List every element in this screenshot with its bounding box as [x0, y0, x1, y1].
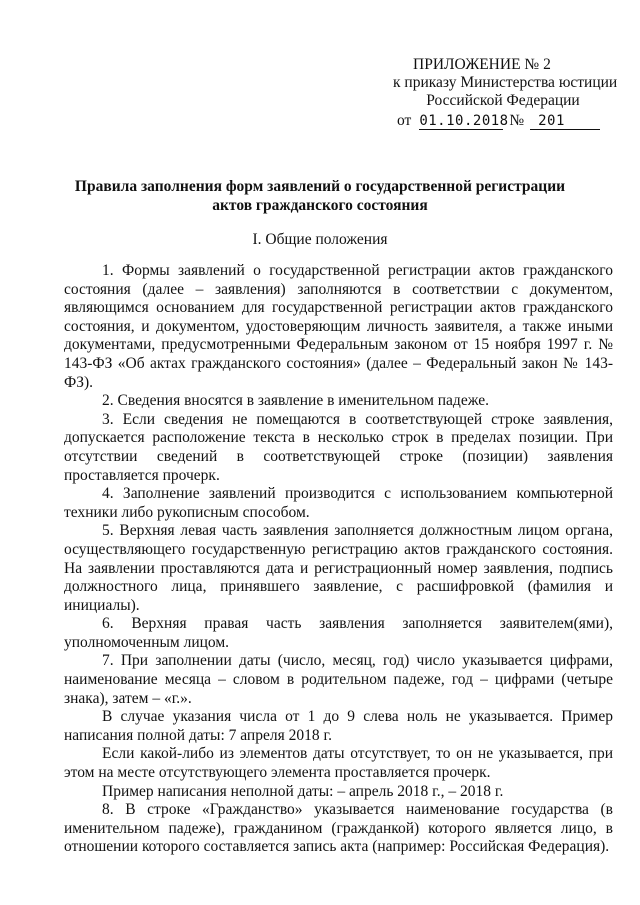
- appendix-title: ПРИЛОЖЕНИЕ № 2: [413, 56, 551, 73]
- document-title-line2: актов гражданского состояния: [212, 197, 428, 214]
- order-number-sign: №: [509, 112, 525, 129]
- paragraph-7-note-2: Если какой-либо из элементов даты отсутствует, то он не указывается, при этом на месте отсутствующего элемента проставляется прочерк.: [64, 745, 613, 782]
- paragraph-2: 2. Сведения вносятся в заявление в именительном падеже.: [102, 392, 489, 410]
- document-title-line1: Правила заполнения форм заявлений о государственной регистрации: [74, 178, 566, 195]
- paragraph-3: 3. Если сведения не помещаются в соответствующей строке заявления, допускается расположение текста в несколько строк в пределах позиции. При отсутствии сведений в соответствующей строке (позиции) заявления проставляется прочерк.: [64, 410, 613, 484]
- document-title: [60, 177, 580, 215]
- order-number: 201: [530, 114, 600, 130]
- paragraph-7-note-1: В случае указания числа от 1 до 9 слева ноль не указывается. Пример написания полной даты: 7 апреля 2018 г.: [64, 708, 613, 744]
- paragraph-8: 8. В строке «Гражданство» указывается наименование государства (в именительном падеже), гражданином (гражданкой) которого является лицо, в отношении которого составляется запись акта (например: Российская Федерация).: [64, 801, 613, 856]
- paragraph-7-note-3: Пример написания неполной даты: – апрель 2018 г., – 2018 г.: [102, 782, 504, 800]
- paragraph-5: 5. Верхняя левая часть заявления заполняется должностным лицом органа, осуществляющего государственную регистрацию актов гражданского состояния. На заявлении проставляются дата и регистрационный номер заявления, подпись должностного лица, принявшего заявление, с расшифровкой (фамилия и инициалы).: [64, 522, 613, 614]
- order-from-label: от: [397, 112, 412, 129]
- paragraph-6: 6. Верхняя правая часть заявления заполняется заявителем(ями), уполномоченным лицом.: [64, 615, 613, 651]
- section-title: I. Общие положения: [252, 231, 388, 248]
- document-body: [64, 262, 613, 857]
- appendix-header: [393, 56, 618, 110]
- paragraph-1: 1. Формы заявлений о государственной регистрации актов гражданского состояния (далее – заявления) заполняются в соответствии с документом, являющимся основанием для государственной регистрации актов гражданского состояния, и документом, удостоверяющим личность заявителя, а также иными документами, предусмотренными Федеральным законом от 15 ноября 1997 г. № 143-ФЗ «Об актах гражданского состояния» (далее – Федеральный закон № 143-ФЗ).: [64, 262, 613, 391]
- appendix-order-line1: к приказу Министерства юстиции: [393, 74, 618, 91]
- appendix-order-line2: Российской Федерации: [426, 92, 580, 109]
- paragraph-4: 4. Заполнение заявлений производится с использованием компьютерной техники либо рукописным способом.: [64, 485, 613, 521]
- order-date-number-line: [397, 112, 600, 130]
- order-date: 01.10.2018: [419, 113, 509, 129]
- paragraph-7: 7. При заполнении даты (число, месяц, год) число указывается цифрами, наименование месяца – словом в родительном падеже, год – цифрами (четыре знака), затем – «г.».: [64, 652, 613, 707]
